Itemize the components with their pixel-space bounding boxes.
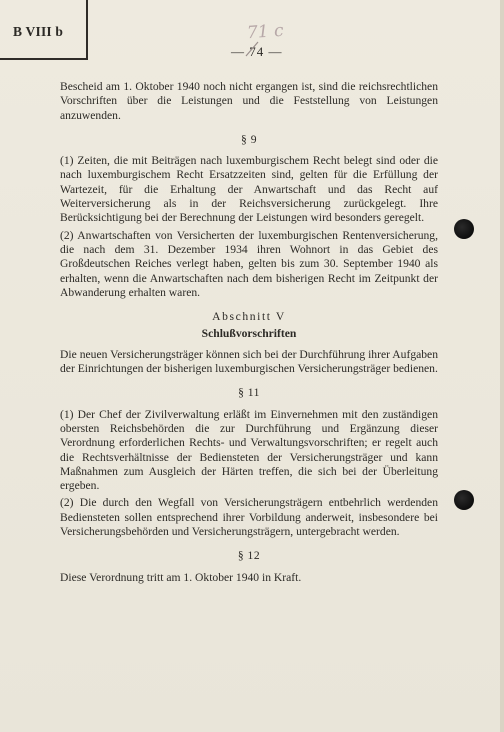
section-12-paragraph: Diese Verordnung tritt am 1. Oktober 1940 in Kraft. xyxy=(60,570,302,584)
page-edge xyxy=(500,0,504,732)
strikethrough-mark xyxy=(245,41,259,57)
abschnitt-title: Abschnitt V xyxy=(212,310,286,324)
section-9-paragraph-1: (1) Zeiten, die mit Beiträgen nach luxemburgischem Recht belegt sind oder die nach luxemburgischem Recht Ersatzzeiten sind, gelten für die Erfüllung der Wartezeit, für die Erhaltung der Anwartschaft und das Recht auf Weiterversicherung als in der Reichsversicherung zurückgelegt. Ihre Berücksichtigung bei der Berechnung der Leistungen wird besonders geregelt. xyxy=(60,154,438,225)
section-label-box xyxy=(0,0,88,60)
page-number: — 74 — xyxy=(231,44,283,59)
intro-paragraph: Bescheid am 1. Oktober 1940 noch nicht ergangen ist, sind die reichsrechtlichen Vorschriften über die Leistungen und die Feststellung von Leistungen anzuwenden. xyxy=(60,80,438,122)
section-12-title: § 12 xyxy=(237,549,261,563)
punch-hole-bottom xyxy=(454,490,474,510)
section-label: B VIII b xyxy=(13,24,64,39)
schluss-paragraph: Die neuen Versicherungsträger können sich bei der Durchführung ihrer Aufgaben der Einrichtungen der bisherigen luxemburgischen Versicherungsträger bedienen. xyxy=(60,347,438,376)
punch-hole-top xyxy=(454,219,474,239)
section-11-paragraph-2: (2) Die durch den Wegfall von Versicherungsträgern entbehrlich werdenden Bediensteten sollen entsprechend ihrer Vorbildung anderweit, insbesondere bei Versicherungsbehörden und Versicherungsträgern, untergebracht werden. xyxy=(60,496,438,539)
handwritten-page-annotation: 71 c xyxy=(246,20,285,44)
section-9-title: § 9 xyxy=(241,132,257,146)
abschnitt-subtitle: Schlußvorschriften xyxy=(201,327,297,341)
section-11-paragraph-1: (1) Der Chef der Zivilverwaltung erläßt im Einvernehmen mit den zuständigen obersten Reichsbehörden die zur Durchführung und Ergänzung dieser Verordnung erforderlichen Rechts- und Verwaltungsvorschriften; er regelt auch die Rechtsverhältnisse der Bediensteten der Versicherungsträger und kann Maßnahmen zum Ausgleich der Härten treffen, die sich bei der Überleitung ergeben. xyxy=(60,407,438,493)
document-body xyxy=(60,80,438,585)
section-9-paragraph-2: (2) Anwartschaften von Versicherten der luxemburgischen Rentenversicherung, die nach dem 31. Dezember 1934 ihren Wohnort in das Gebiet des Großdeutschen Reiches verlegt haben, gelten bis zum 30. September 1940 als erhalten, wenn die Anwartschaften nach dem bisherigen Recht im Zeitpunkt der Abwanderung erhalten waren. xyxy=(60,228,438,299)
section-11-title: § 11 xyxy=(238,386,260,400)
